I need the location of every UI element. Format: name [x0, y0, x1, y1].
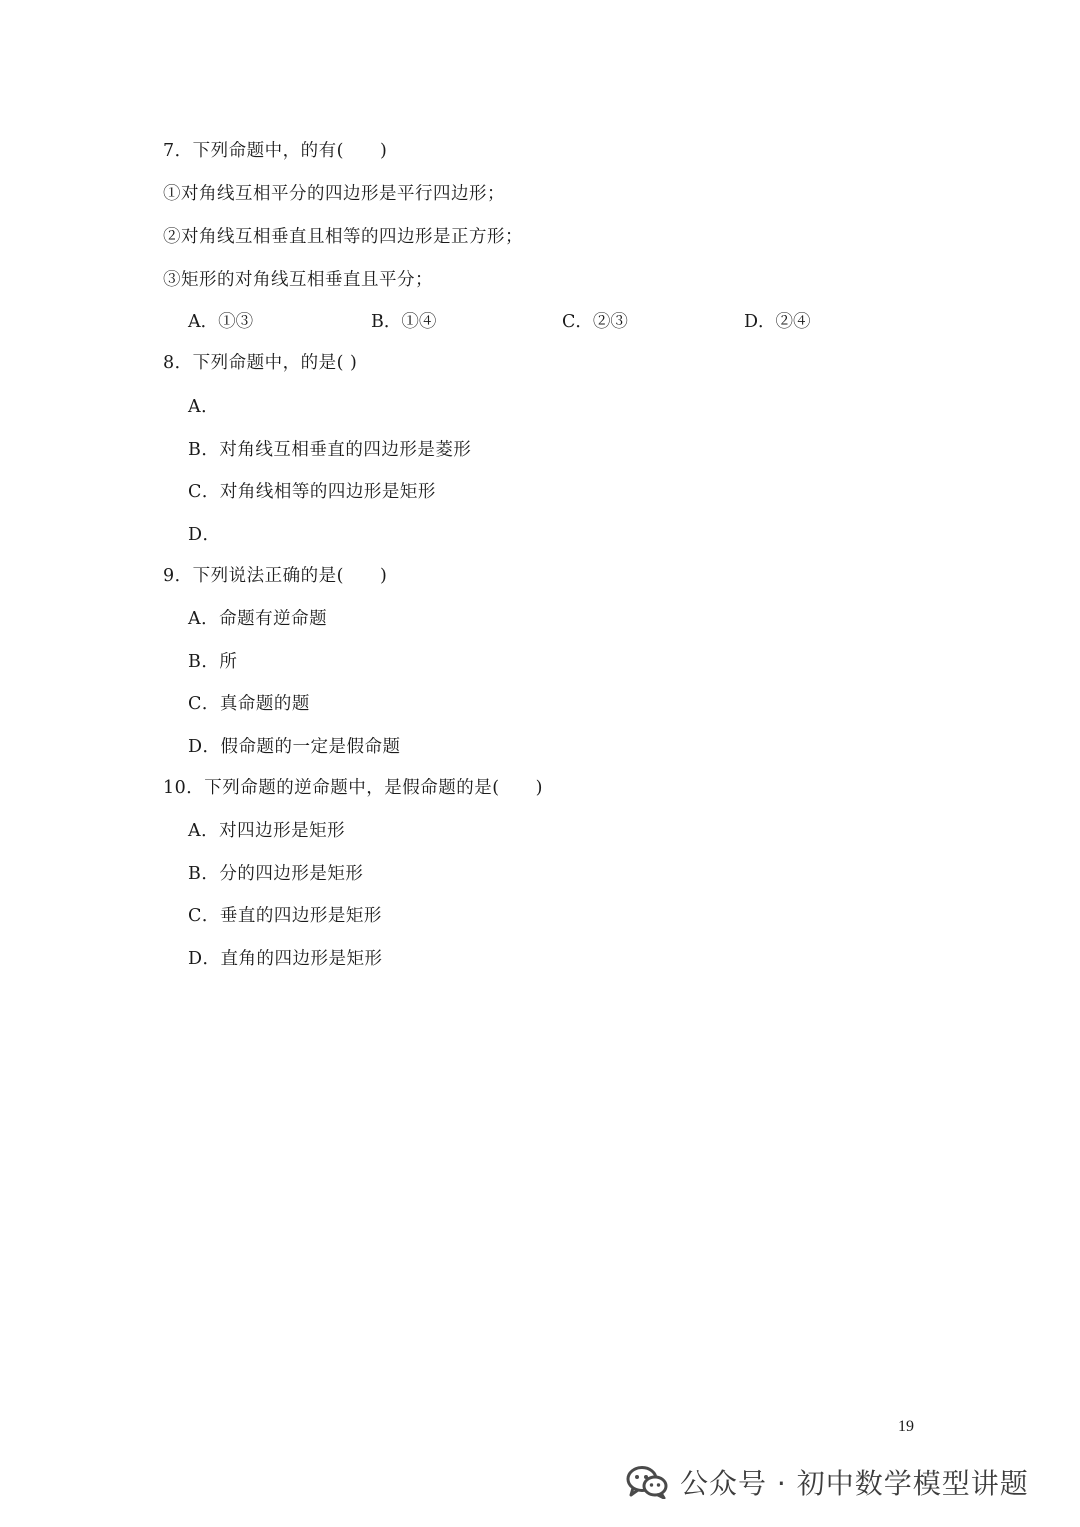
question-8-option-a: A． [188, 397, 220, 417]
question-8-option-c: C．对角线相等的四边形是矩形 [188, 482, 436, 502]
question-10-stem: 10．下列命题的逆命题中，是假命题的是( ) [163, 778, 543, 798]
question-10-option-a: A．对四边形是矩形 [188, 821, 346, 841]
page-number: 19 [898, 1418, 914, 1435]
question-7-stem: 7．下列命题中，的有( ) [163, 141, 388, 161]
question-10-option-c: C．垂直的四边形是矩形 [188, 906, 382, 926]
question-7-item-2: ②对角线互相垂直且相等的四边形是正方形； [163, 227, 523, 247]
wechat-icon [626, 1465, 668, 1499]
watermark-text: 公众号 · 初中数学模型讲题 [680, 1467, 1029, 1500]
question-7-option-c: C．②③ [562, 312, 628, 332]
question-7-option-d: D．②④ [744, 312, 811, 332]
question-10-option-b: B．分的四边形是矩形 [188, 864, 364, 884]
question-7-option-a: A．①③ [188, 312, 254, 332]
question-7-item-3: ③矩形的对角线互相垂直且平分； [163, 270, 433, 290]
question-7-options [0, 311, 1080, 333]
question-9-option-d: D．假命题的一定是假命题 [188, 737, 401, 757]
question-8-option-d: D． [188, 525, 221, 545]
question-8-option-b: B．对角线互相垂直的四边形是菱形 [188, 440, 472, 460]
question-9-option-a: A．命题有逆命题 [188, 609, 328, 629]
question-9-option-c: C．真命题的题 [188, 694, 310, 714]
question-7-item-1: ①对角线互相平分的四边形是平行四边形； [163, 184, 505, 204]
question-8-stem: 8．下列命题中，的是( ) [163, 353, 358, 373]
question-9-option-b: B．所 [188, 652, 238, 672]
watermark [626, 1462, 1029, 1502]
question-9-stem: 9．下列说法正确的是( ) [163, 566, 388, 586]
question-10-option-d: D．直角的四边形是矩形 [188, 949, 383, 969]
question-7-option-b: B．①④ [371, 312, 437, 332]
